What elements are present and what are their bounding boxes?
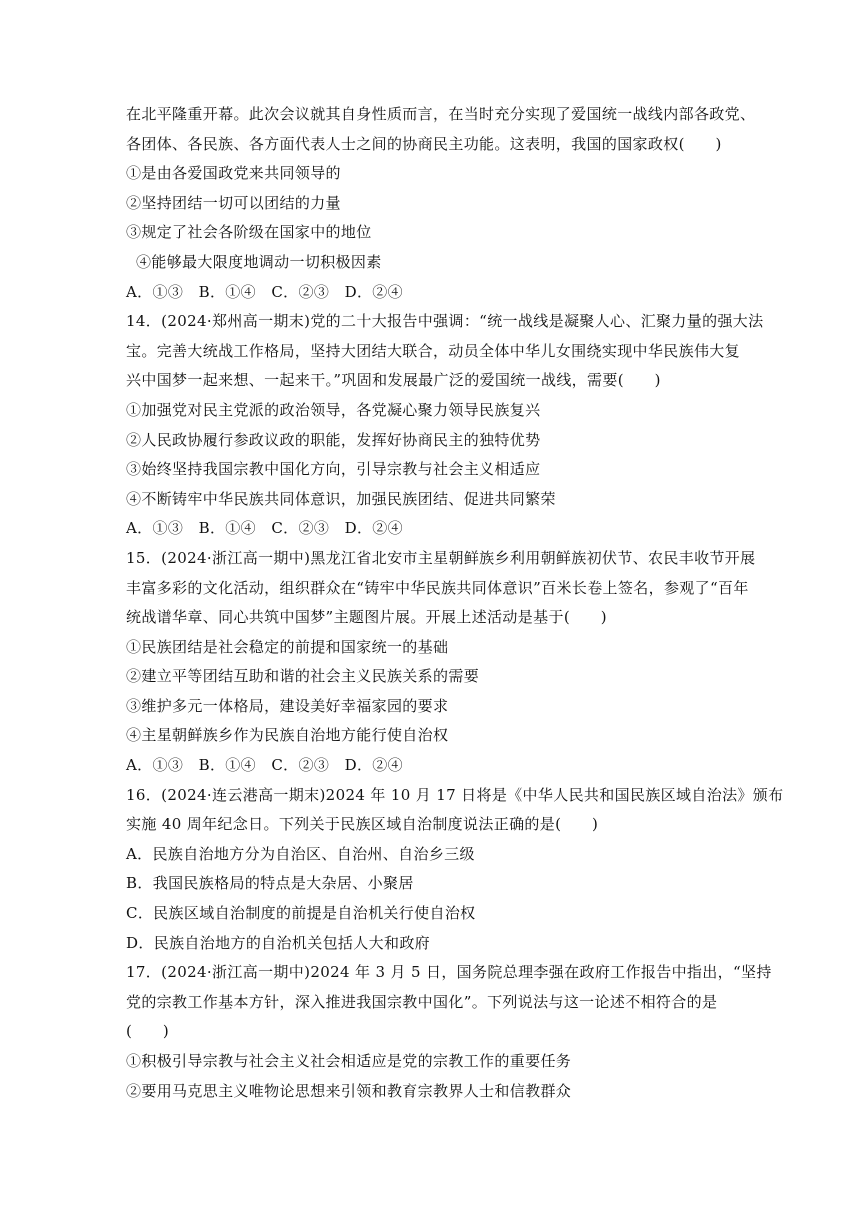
question-17-stem: ( ) — [126, 1022, 170, 1041]
question-15-stem: 丰富多彩的文化活动，组织群众在“铸牢中华民族共同体意识”百米长卷上签名，参观了“百年 — [126, 578, 749, 597]
text-line: 各团体、各民族、各方面代表人士之间的协商民主功能。这表明，我国的国家政权( ) — [126, 134, 722, 153]
option-statement: ④主星朝鲜族乡作为民族自治地方能行使自治权 — [126, 726, 449, 745]
question-15-stem: 15．(2024·浙江高一期中)黑龙江省北安市主星朝鲜族乡利用朝鲜族初伏节、农民丰收节开展 — [126, 548, 756, 567]
document-page — [126, 100, 784, 1106]
question-14-stem: 兴中国梦一起来想、一起来干。”巩固和发展最广泛的爱国统一战线，需要( ) — [126, 371, 661, 390]
question-17-stem: 17．(2024·浙江高一期中)2024 年 3 月 5 日，国务院总理李强在政府工作报告中指出，“坚持 — [126, 963, 772, 982]
option-statement: ①民族团结是社会稳定的前提和国家统一的基础 — [126, 637, 449, 656]
option-statement: ②人民政协履行参政议政的职能，发挥好协商民主的独特优势 — [126, 430, 541, 449]
answer-option-b: B．我国民族格局的特点是大杂居、小聚居 — [126, 874, 414, 893]
question-17-stem: 党的宗教工作基本方针，深入推进我国宗教中国化”。下列说法与这一论述不相符合的是 — [126, 992, 718, 1011]
answer-option-a: A．民族自治地方分为自治区、自治州、自治乡三级 — [126, 844, 475, 863]
option-statement: ①积极引导宗教与社会主义社会相适应是党的宗教工作的重要任务 — [126, 1052, 572, 1070]
text-line: 在北平隆重开幕。此次会议就其自身性质而言，在当时充分实现了爱国统一战线内部各政党、 — [126, 105, 756, 123]
option-statement: ②建立平等团结互助和谐的社会主义民族关系的需要 — [126, 667, 480, 686]
question-16-stem: 16．(2024·连云港高一期末)2024 年 10 月 17 日将是《中华人民共和国民族区域自治法》颁布 — [126, 785, 784, 804]
answer-option-d: D．民族自治地方的自治机关包括人大和政府 — [126, 933, 431, 952]
option-statement: ③规定了社会各阶级在国家中的地位 — [126, 223, 372, 242]
option-statement: ③始终坚持我国宗教中国化方向，引导宗教与社会主义相适应 — [126, 460, 541, 479]
answer-choices: A．①③ B．①④ C．②③ D．②④ — [126, 282, 404, 301]
option-statement: ④能够最大限度地调动一切积极因素 — [136, 252, 382, 271]
option-statement: ①加强党对民主党派的政治领导，各党凝心聚力领导民族复兴 — [126, 400, 541, 419]
answer-choices: A．①③ B．①④ C．②③ D．②④ — [126, 756, 404, 775]
answer-option-c: C．民族区域自治制度的前提是自治机关行使自治权 — [126, 904, 476, 923]
question-14-stem: 宝。完善大统战工作格局，坚持大团结大联合，动员全体中华儿女围绕实现中华民族伟大复 — [126, 341, 741, 360]
option-statement: ③维护多元一体格局，建设美好幸福家园的要求 — [126, 696, 449, 715]
option-statement: ②要用马克思主义唯物论思想来引领和教育宗教界人士和信教群众 — [126, 1081, 572, 1100]
question-16-stem: 实施 40 周年纪念日。下列关于民族区域自治制度说法正确的是( ) — [126, 815, 599, 834]
question-14-stem: 14．(2024·郑州高一期末)党的二十大报告中强调：“统一战线是凝聚人心、汇聚力量的强大法 — [126, 312, 764, 331]
question-15-stem: 统战谱华章、同心共筑中国梦”主题图片展。开展上述活动是基于( ) — [126, 608, 607, 627]
answer-choices: A．①③ B．①④ C．②③ D．②④ — [126, 519, 404, 538]
option-statement: ①是由各爱国政党来共同领导的 — [126, 164, 341, 183]
option-statement: ②坚持团结一切可以团结的力量 — [126, 193, 341, 212]
option-statement: ④不断铸牢中华民族共同体意识，加强民族团结、促进共同繁荣 — [126, 489, 556, 508]
